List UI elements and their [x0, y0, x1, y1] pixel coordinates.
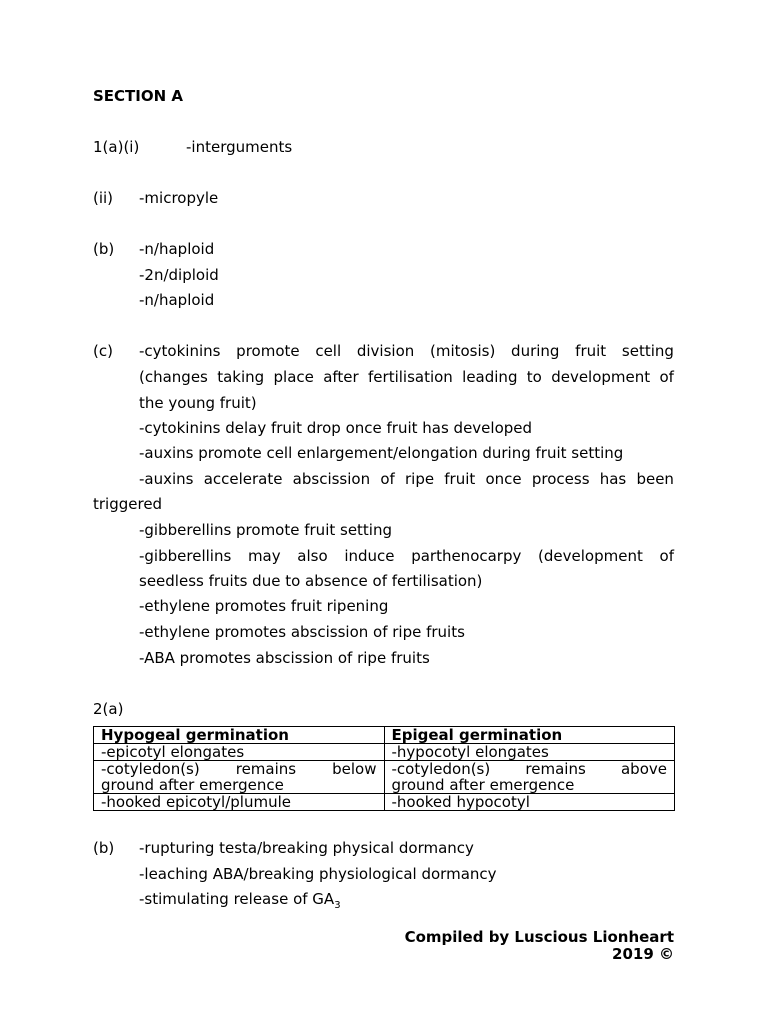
cell-justified-line: [101, 761, 377, 777]
q1-c-line-10: seedless fruits due to absence of fertilisation): [139, 572, 483, 590]
word: -cotyledon(s): [391, 760, 491, 778]
word: to: [526, 368, 542, 386]
word: after: [323, 368, 359, 386]
word: fruit: [444, 470, 476, 488]
table-header-hypogeal: Hypogeal germination: [94, 727, 385, 744]
q1-b-label: (b): [93, 240, 115, 258]
word: also: [297, 547, 328, 565]
q1-c-line-8: -gibberellins promote fruit setting: [139, 521, 393, 539]
table-row: [94, 761, 675, 794]
q1-a-ii-label: (ii): [93, 189, 114, 207]
cell-justified-line: [392, 761, 668, 777]
table-header-epigeal: Epigeal germination: [384, 727, 675, 744]
q2-a-label: 2(a): [93, 700, 124, 718]
q1-a-ii-answer: -micropyle: [139, 189, 219, 207]
word: once: [485, 470, 522, 488]
word: has: [599, 470, 627, 488]
q1-c-label: (c): [93, 342, 113, 360]
word: induce: [344, 547, 395, 565]
word: -cytokinins: [139, 342, 221, 360]
table-cell: [384, 761, 675, 794]
cell-line: ground after emergence: [101, 776, 284, 794]
cell-line: ground after emergence: [391, 776, 575, 794]
word: leading: [462, 368, 518, 386]
word: accelerate: [203, 470, 283, 488]
word: -auxins: [139, 470, 194, 488]
table-cell: [94, 761, 385, 794]
footer-year: 2019 ©: [612, 945, 674, 963]
section-title: SECTION A: [93, 87, 184, 105]
q1-c-line-9: [139, 547, 674, 565]
word: parthenocarpy: [411, 547, 522, 565]
q2-b-answer-1: -rupturing testa/breaking physical dormancy: [139, 839, 474, 857]
word: of: [380, 470, 395, 488]
q1-b-answer-1: -n/haploid: [139, 240, 215, 258]
word: (mitosis): [429, 342, 496, 360]
word: may: [247, 547, 281, 565]
q1-a-i-label: 1(a)(i): [93, 138, 140, 156]
word: below: [332, 760, 377, 778]
q1-c-line-3: the young fruit): [139, 394, 257, 412]
table-cell: -hypocotyl elongates: [384, 744, 675, 761]
word: (development: [538, 547, 643, 565]
word: abscission: [292, 470, 371, 488]
q1-c-line-6: [139, 470, 674, 488]
q1-c-line-1: [139, 342, 674, 360]
word: of: [659, 547, 674, 565]
table-cell: -epicotyl elongates: [94, 744, 385, 761]
word: development: [551, 368, 651, 386]
q2-b-answer-2: -leaching ABA/breaking physiological dormancy: [139, 865, 497, 883]
table-row: [94, 794, 675, 811]
word: (changes: [139, 368, 208, 386]
footer-compiled-by: Compiled by Luscious Lionheart: [404, 928, 674, 946]
word: promote: [236, 342, 300, 360]
word: process: [531, 470, 590, 488]
subscript: 3: [334, 900, 341, 911]
q1-c-line-7: triggered: [93, 495, 163, 513]
word: been: [636, 470, 674, 488]
word: place: [273, 368, 314, 386]
q1-b-answer-2: -2n/diploid: [139, 266, 219, 284]
table-cell: -hooked epicotyl/plumule: [94, 794, 385, 811]
word: of: [659, 368, 674, 386]
word: above: [620, 760, 667, 778]
word: -cotyledon(s): [101, 760, 200, 778]
word: cell: [315, 342, 342, 360]
word: during: [511, 342, 560, 360]
word: division: [356, 342, 415, 360]
word: remains: [525, 760, 586, 778]
q1-c-line-2: [139, 368, 674, 386]
table-row: [94, 744, 675, 761]
word: ripe: [404, 470, 435, 488]
word: remains: [235, 760, 297, 778]
word: fertilisation: [368, 368, 453, 386]
q1-c-line-5: -auxins promote cell enlargement/elongation during fruit setting: [139, 444, 624, 462]
germination-table: [93, 726, 675, 811]
table-header-row: [94, 727, 675, 744]
word: taking: [217, 368, 265, 386]
q1-b-answer-3: -n/haploid: [139, 291, 215, 309]
word: -gibberellins: [139, 547, 232, 565]
table-cell: -hooked hypocotyl: [384, 794, 675, 811]
q2-b-label: (b): [93, 839, 115, 857]
q1-c-line-4: -cytokinins delay fruit drop once fruit has developed: [139, 419, 533, 437]
footer-credit: [405, 929, 674, 963]
q1-c-line-12: -ethylene promotes abscission of ripe fruits: [139, 623, 465, 641]
answer-text: -stimulating release of GA: [139, 890, 335, 908]
q1-a-i-answer: -interguments: [186, 138, 293, 156]
q1-c-line-11: -ethylene promotes fruit ripening: [139, 597, 389, 615]
q1-c-line-13: -ABA promotes abscission of ripe fruits: [139, 649, 430, 667]
q2-b-answer-3: [139, 890, 341, 915]
word: fruit: [575, 342, 607, 360]
word: setting: [621, 342, 674, 360]
